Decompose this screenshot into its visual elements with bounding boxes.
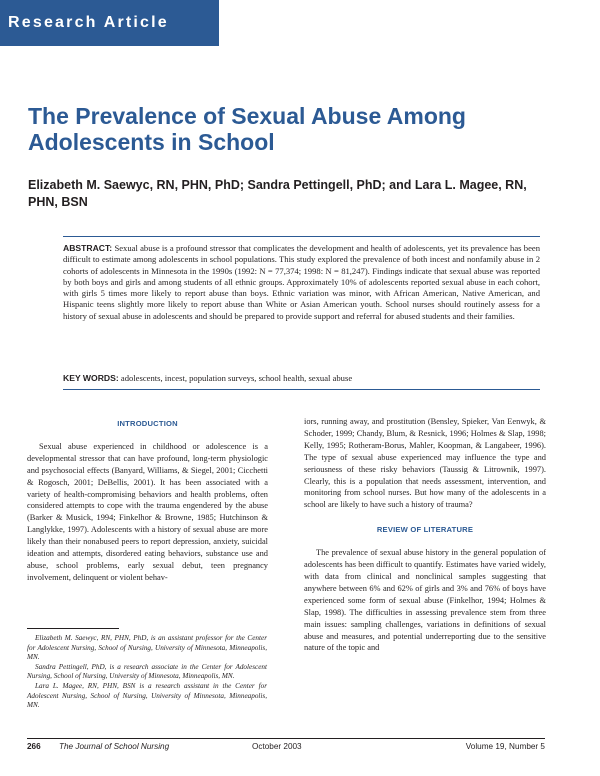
footnote-magee: Lara L. Magee, RN, PHN, BSN is a research assistant in the Center for Adolescent Nursing, School of Nursing, University of Minnesota, Minneapolis, MN. — [27, 681, 267, 710]
right-column — [304, 416, 546, 654]
abstract-text: Sexual abuse is a profound stressor that complicates the development and health of adolescents, yet its prevalence has been difficult to estimate among adolescents in school populations. This study explored the prevalence of both incest and nonfamily abuse in 2 cohorts of adolescents in Minnesota in the 1990s (1992: N = 77,374; 1998: N = 81,247). Findings indicate that sexual abuse was reported by both boys and girls and among students of all ethnic groups. Approximately 10% of adolescents reported sexual abuse in each cohort, with girls 5 times more likely to report abuse than boys. Ethnic variation was minor, with African American, Native American, and Hispanic teens slightly more likely to report abuse than White or Asian American youth. School nurses should routinely assess for a history of sexual abuse in adolescents and should be prepared to provide support and referral for abused students and their families. — [63, 243, 540, 321]
abstract — [63, 243, 540, 322]
introduction-heading: INTRODUCTION — [117, 419, 178, 428]
article-type-banner: Research Article — [0, 0, 219, 46]
abstract-top-rule — [63, 236, 540, 237]
introduction-paragraph: Sexual abuse experienced in childhood or adolescence is a developmental stressor that can have profound, long-term physiologic and psychosocial effects (Banyard, Williams, & Siegel, 2001; Cicchetti & Rogosch, 2001; DeBellis, 2001). It has been associated with a variety of health-compromising behaviors and health problems, often considered attempts to cope with the trauma engendered by the abuse (Barker & Musick, 1994; Finkelhor & Browne, 1985; Hutchinson & Langlykke, 1997). Adolescents with a history of sexual abuse are more likely than their nonabused peers to report depression, anxiety, suicidal ideation and attempts, disordered eating behaviors, substance use and abuse, school problems, early sexual debut, teen pregnancy involvement, delinquent or violent behav- — [27, 441, 268, 582]
article-title: The Prevalence of Sexual Abuse Among Adolescents in School — [28, 103, 466, 155]
keywords-label: KEY WORDS: — [63, 373, 119, 383]
keywords-text: adolescents, incest, population surveys, school health, sexual abuse — [120, 373, 353, 383]
keywords — [63, 373, 540, 384]
review-paragraph: The prevalence of sexual abuse history in the general population of adolescents has been difficult to quantify. Estimates have varied widely, with data from clinical and nonclinical samples suggesting that anywhere between 6% and 62% of girls and 3% and 76% of boys have experienced some form of sexual abuse (Finkelhor, 1994; Holmes & Slap, 1998). The difficulties in assessing prevalence stem from three main issues: sampling challenges, variations in definitions of sexual abuse and measures, and potential underreporting due to the sensitive nature of the topic and — [304, 548, 546, 653]
footer-rule — [27, 738, 545, 739]
footnote-rule — [27, 628, 119, 629]
abstract-label: ABSTRACT: — [63, 243, 113, 253]
abstract-bottom-rule — [63, 389, 540, 390]
introduction-continued: iors, running away, and prostitution (Bensley, Spieker, Van Eenwyk, & Schoder, 1999; Chandy, Blum, & Resnick, 1996; Holmes & Slap, 1998; Kelly, 1995; Rotheram-Borus, Mahler, Koopman, & Langabeer, 1996). The type of sexual abuse experienced may influence the type and seriousness of these risky behaviors (Taussig & Litrownik, 1997). Clearly, this is a population that needs assessment, intervention, and monitoring from school nurses. But how many of the adolescents in a school are likely to have such a history of trauma? — [304, 417, 546, 510]
review-of-literature-heading: REVIEW OF LITERATURE — [376, 525, 474, 535]
author-footnotes — [27, 634, 267, 711]
author-list: Elizabeth M. Saewyc, RN, PHN, PhD; Sandra Pettingell, PhD; and Lara L. Magee, RN, PHN, BSN — [28, 178, 527, 209]
footnote-pettingell: Sandra Pettingell, PhD, is a research associate in the Center for Adolescent Nursing, School of Nursing, University of Minnesota, Minneapolis, MN. — [27, 662, 267, 681]
issue-date: October 2003 — [252, 742, 302, 751]
page-footer — [27, 742, 545, 754]
footnote-saewyc: Elizabeth M. Saewyc, RN, PHN, PhD, is an assistant professor for the Center for Adolescent Nursing, School of Nursing, University of Minnesota, Minneapolis, MN. — [27, 634, 267, 662]
volume-number: Volume 19, Number 5 — [465, 742, 545, 751]
page-number: 266 — [27, 742, 41, 751]
left-column — [27, 416, 268, 584]
journal-name: The Journal of School Nursing — [59, 742, 170, 751]
